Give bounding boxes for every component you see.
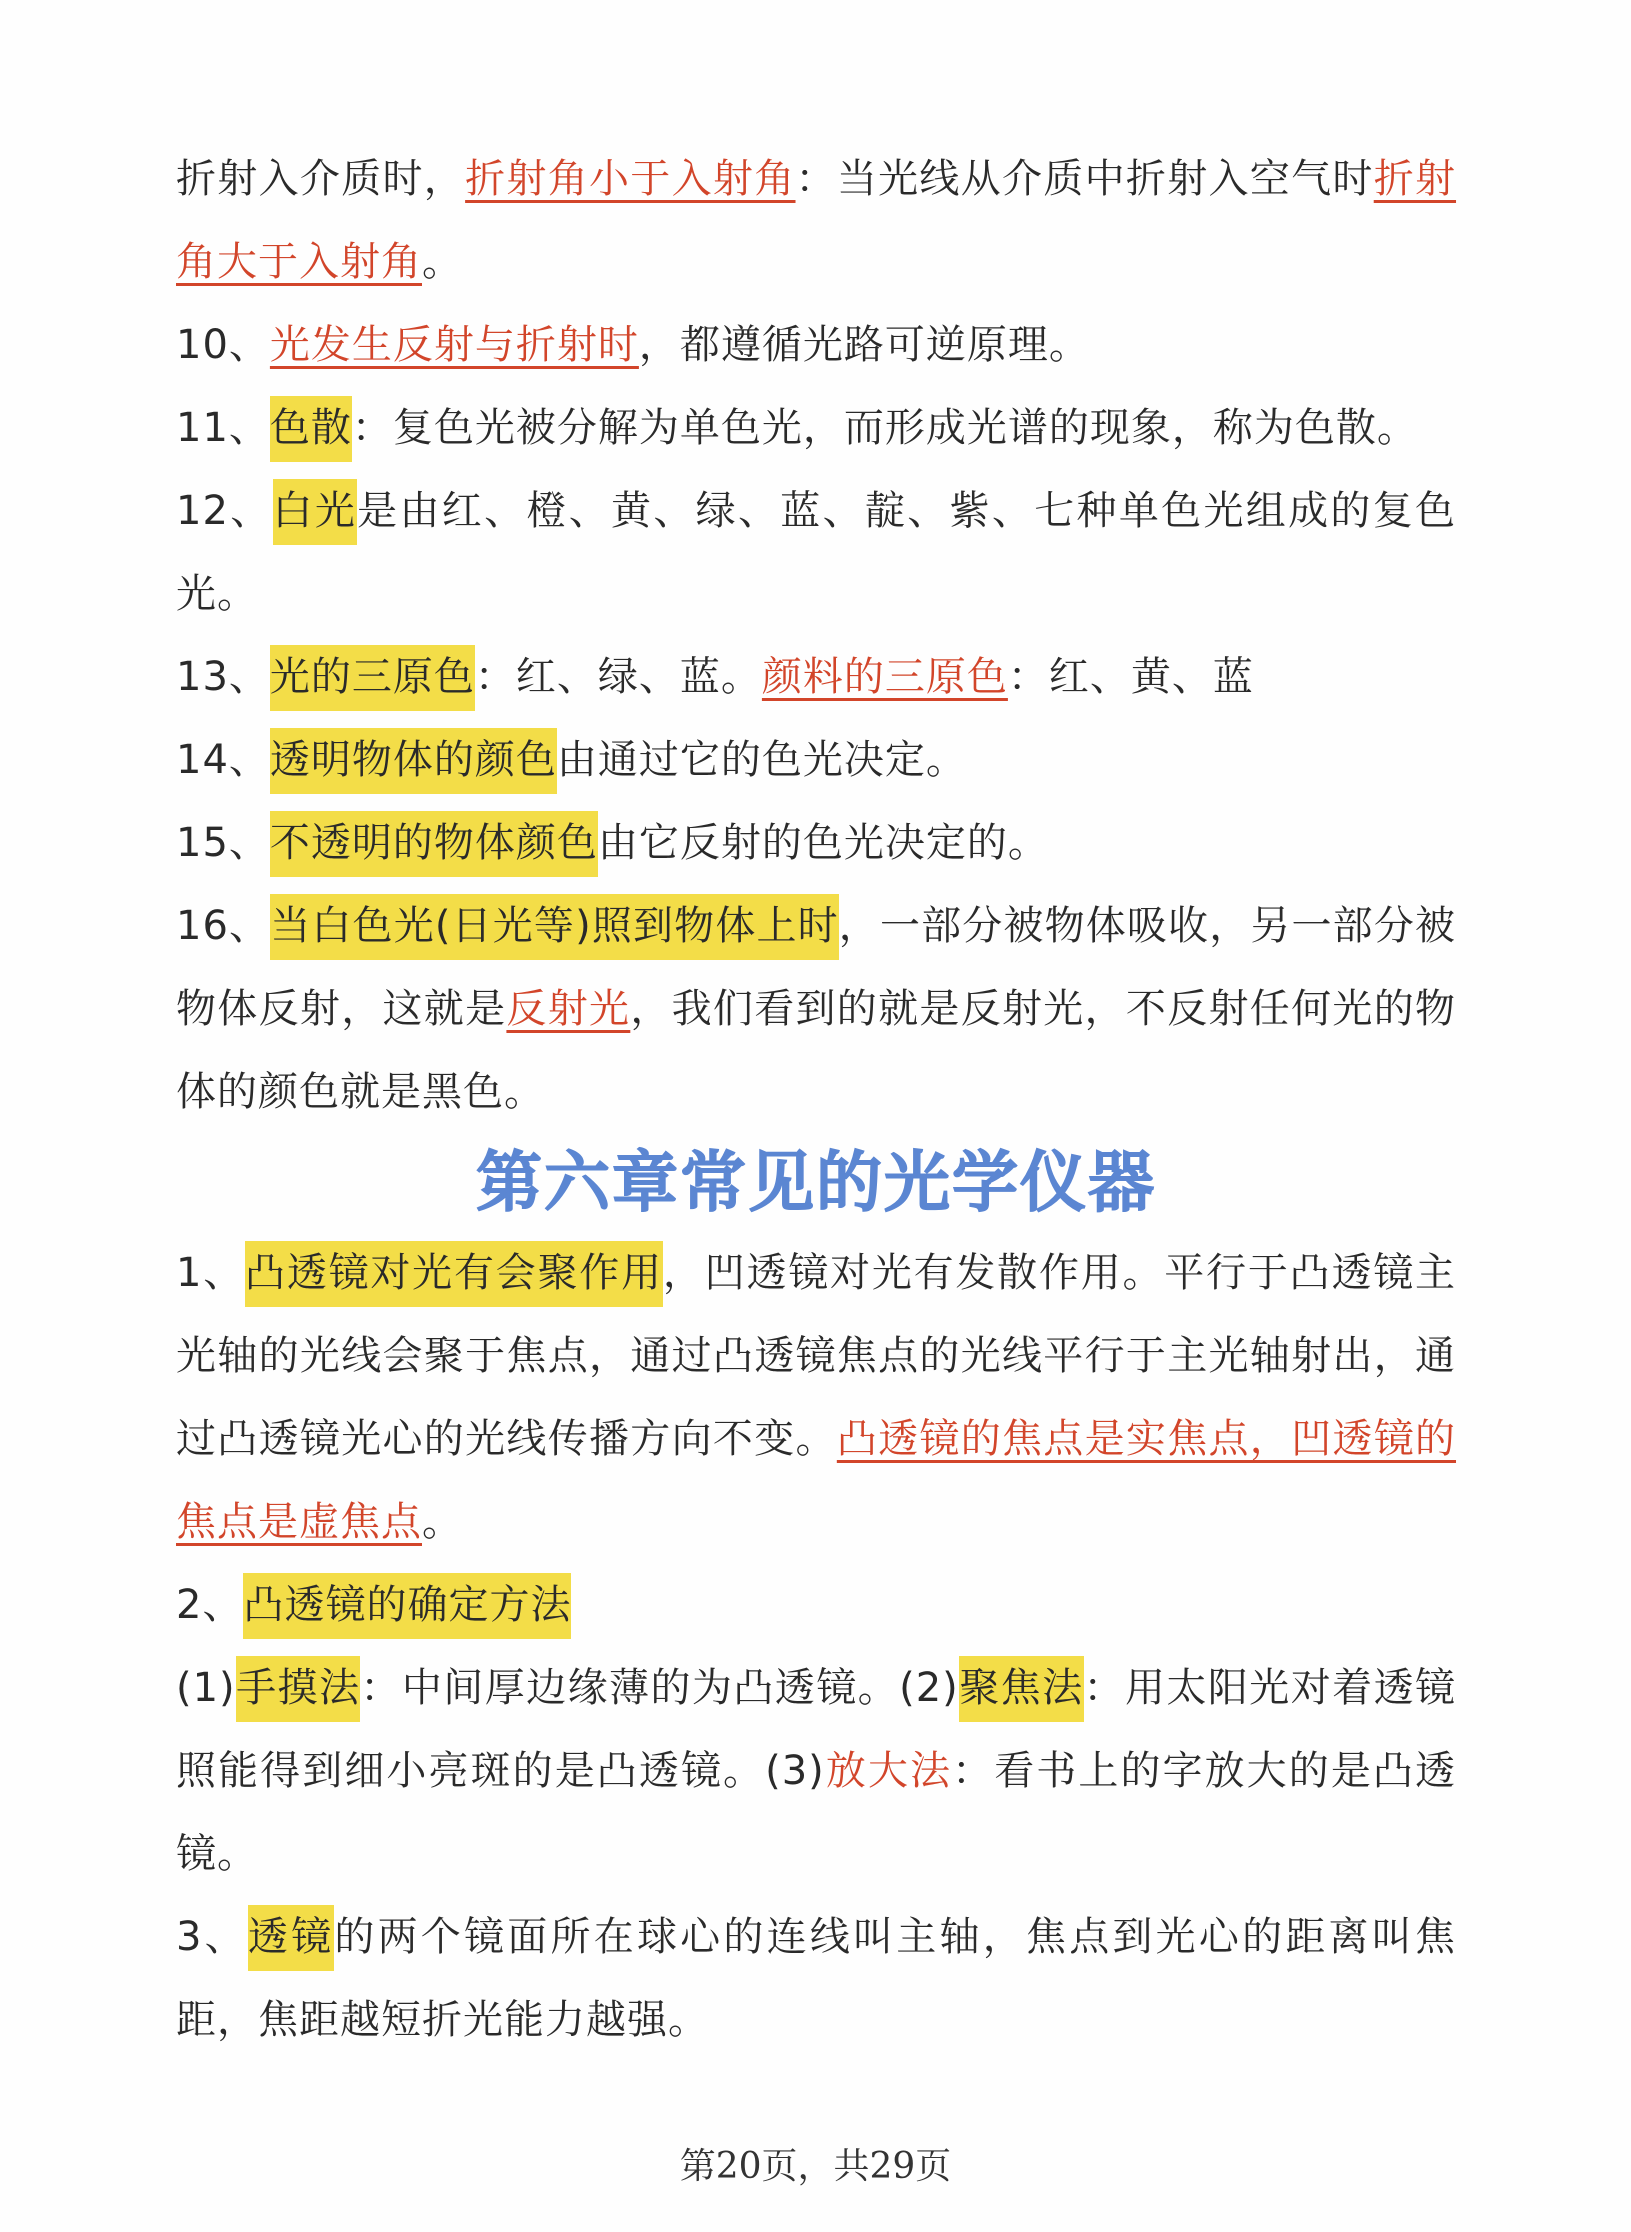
highlighted-term: 凸透镜对光有会聚作用	[245, 1241, 663, 1307]
chapter6-item-3	[176, 1896, 1456, 2062]
body-text: 由它反射的色光决定的。	[597, 820, 1049, 866]
item-number: 10、	[176, 322, 270, 368]
item-number: 2、	[176, 1582, 244, 1628]
highlighted-term: 聚焦法	[959, 1656, 1084, 1722]
red-emphasis-text: 光发生反射与折射时	[269, 322, 639, 368]
body-text: 折射入介质时，	[176, 156, 466, 202]
item-number: 3、	[176, 1914, 248, 1960]
body-text: ，我们看到的就是反射光，不反射任何光的物体的颜色就是黑色。	[176, 986, 1457, 1115]
item-number: 11、	[176, 405, 270, 451]
item-13	[176, 636, 1456, 719]
highlighted-term: 光的三原色	[270, 645, 475, 711]
highlighted-term: 不透明的物体颜色	[270, 811, 598, 877]
chapter-title: 第六章常见的光学仪器	[476, 1144, 1156, 1221]
method-number: (3)	[765, 1748, 825, 1794]
item-16	[176, 885, 1456, 1134]
body-text: ：用太阳光对着透镜照能得到细小亮斑的是凸透镜。	[176, 1665, 1457, 1794]
red-emphasis-text: 反射光	[506, 986, 631, 1032]
highlighted-term: 透镜	[248, 1905, 334, 1971]
body-text: ：看书上的字放大的是凸透镜。	[176, 1748, 1457, 1877]
red-emphasis-text: 放大法	[824, 1748, 953, 1794]
body-text: ：当光线从介质中折射入空气时	[795, 156, 1374, 202]
red-emphasis-text: 凸透镜的焦点是实焦点，凹透镜的焦点是虚焦点	[176, 1416, 1457, 1545]
highlighted-term: 白光	[273, 479, 358, 545]
body-text: ，凹透镜对光有发散作用。平行于凸透镜主光轴的光线会聚于焦点，通过凸透镜焦点的光线平行于主光轴射出，通过凸透镜光心的光线传播方向不变。	[176, 1250, 1457, 1462]
red-emphasis-text: 折射角大于入射角	[176, 156, 1457, 285]
body-text: 的两个镜面所在球心的连线叫主轴，焦点到光心的距离叫焦距，焦距越短折光能力越强。	[176, 1914, 1457, 2043]
red-emphasis-text: 颜料的三原色	[761, 654, 1008, 700]
method-number: (2)	[899, 1665, 959, 1711]
page-number: 第20页，共29页	[679, 2146, 952, 2187]
chapter6-item-2-methods	[176, 1647, 1456, 1896]
highlighted-term: 凸透镜的确定方法	[243, 1573, 571, 1639]
body-text: 由通过它的色光决定。	[556, 737, 967, 783]
item-number: 14、	[176, 737, 270, 783]
chapter6-item-1	[176, 1232, 1456, 1564]
item-number: 13、	[176, 654, 270, 700]
red-emphasis-text: 折射角小于入射角	[465, 156, 796, 202]
body-text: 。	[422, 1499, 463, 1545]
body-text: ：中间厚边缘薄的为凸透镜。	[360, 1665, 900, 1711]
item-number: 15、	[176, 820, 270, 866]
page-footer	[0, 2138, 1631, 2189]
item-11	[176, 387, 1456, 470]
item-number: 12、	[176, 488, 273, 534]
item-14	[176, 719, 1456, 802]
highlighted-term: 当白色光(日光等)照到物体上时	[270, 894, 839, 960]
body-text: 是由红、橙、黄、绿、蓝、靛、紫、七种单色光组成的复色光。	[176, 488, 1457, 617]
item-number: 1、	[176, 1250, 246, 1296]
page-content	[176, 138, 1456, 2062]
body-text: ：红、绿、蓝。	[474, 654, 762, 700]
item-15	[176, 802, 1456, 885]
highlighted-term: 透明物体的颜色	[270, 728, 557, 794]
item-12	[176, 470, 1456, 636]
body-text: ，都遵循光路可逆原理。	[638, 322, 1090, 368]
item-10	[176, 304, 1456, 387]
highlighted-term: 手摸法	[236, 1656, 361, 1722]
item-9-continued	[176, 138, 1456, 304]
body-text: ，一部分被物体吸收，另一部分被物体反射，这就是	[176, 903, 1456, 1032]
item-number: 16、	[176, 903, 271, 949]
body-text: 。	[422, 239, 463, 285]
body-text: ：复色光被分解为单色光，而形成光谱的现象，称为色散。	[351, 405, 1418, 451]
method-number: (1)	[176, 1665, 236, 1711]
chapter6-item-2	[176, 1564, 1456, 1647]
body-text: ：红、黄、蓝	[1007, 654, 1254, 700]
highlighted-term: 色散	[270, 396, 352, 462]
